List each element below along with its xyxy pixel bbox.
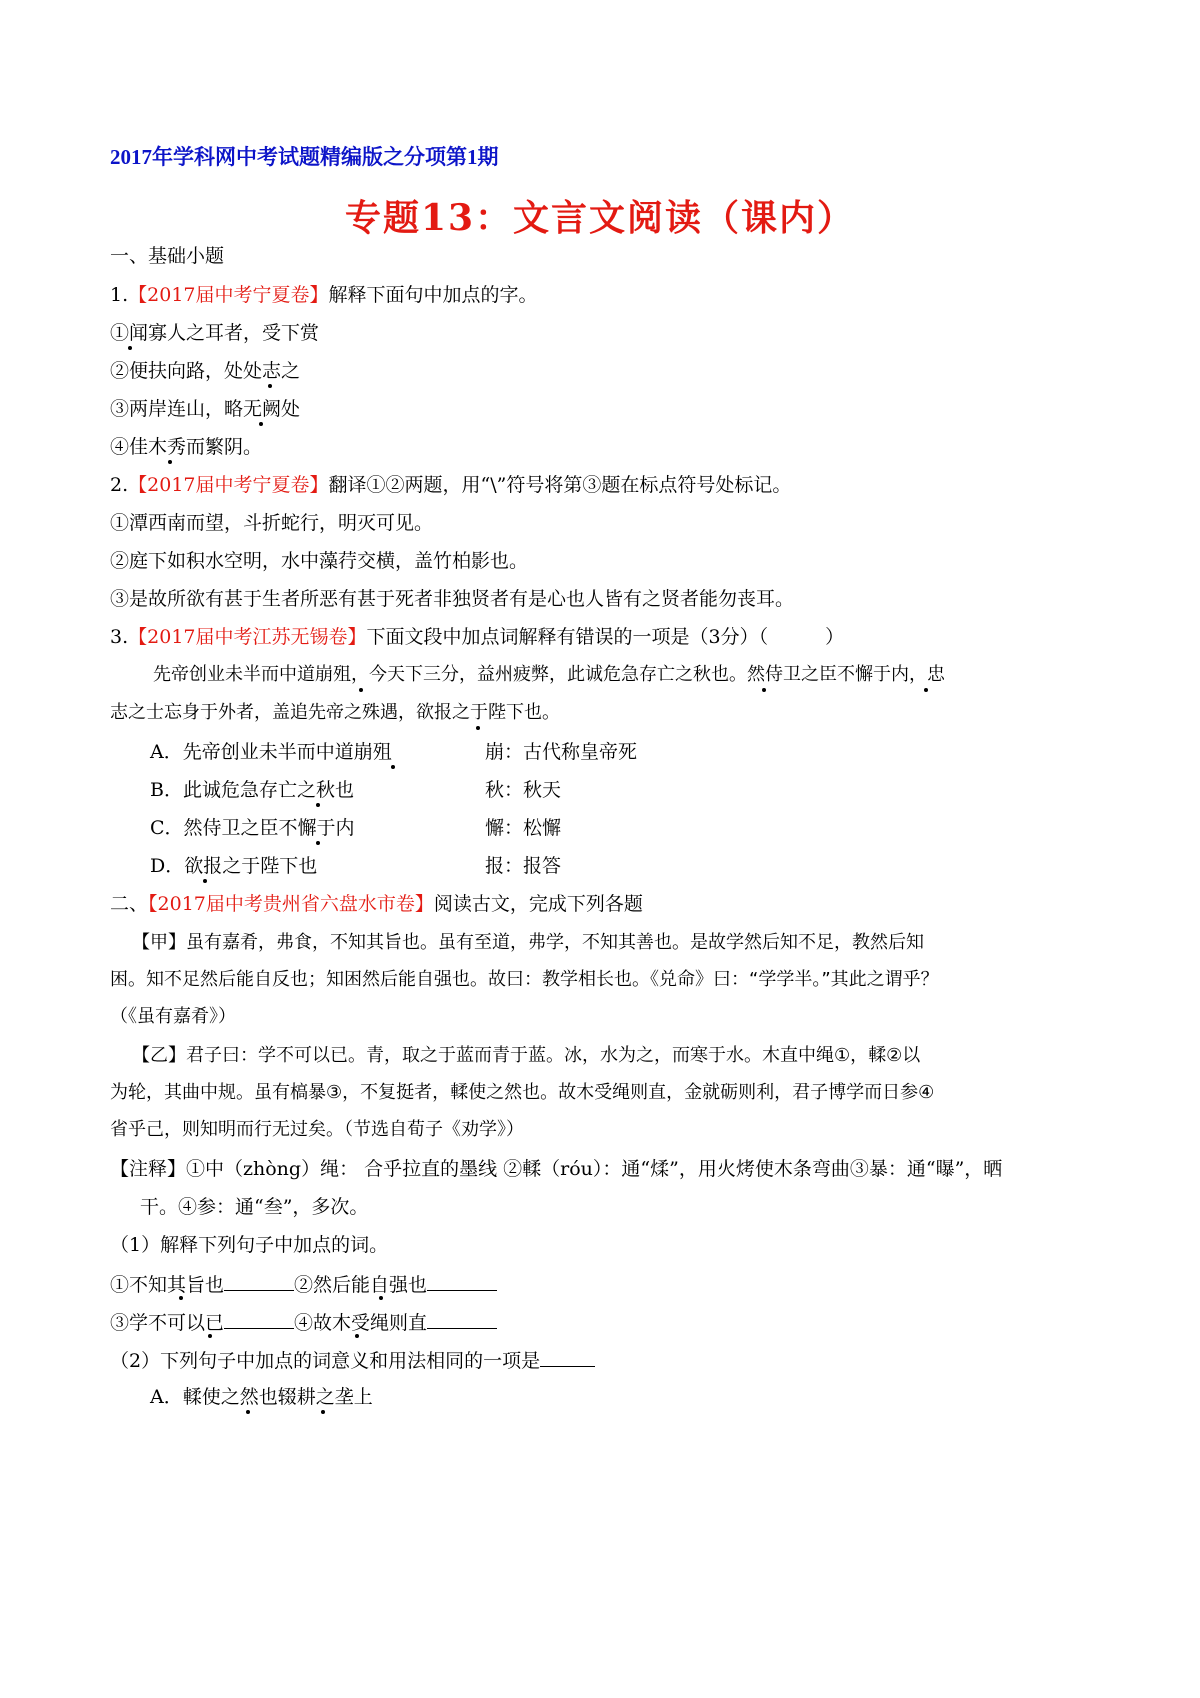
q2-line	[110, 472, 791, 498]
q1-item-2: ②便扶向路，处处志之	[110, 360, 301, 382]
answer-blank[interactable]	[224, 1308, 294, 1329]
option-text: D．欲报之于陛下也	[150, 855, 318, 877]
jia-line-2: 困。知不足然后能自反也；知困然后能自强也。故曰：教学相长也。《兑命》曰：“学学半。”其此之谓乎？	[110, 969, 939, 990]
emphasis-dot	[128, 346, 132, 350]
q3-prompt: 下面文段中加点词解释有错误的一项是（3分）（ ）	[366, 626, 845, 648]
emphasis-dot	[168, 460, 172, 464]
yi-line-3: 省乎己，则知明而行无过矣。（节选自荀子《劝学》）	[110, 1119, 524, 1140]
q3-option-a	[150, 739, 638, 765]
emphasis-dot	[321, 1410, 325, 1414]
q1-source: 【2017届中考宁夏卷】	[128, 284, 329, 306]
q2-source: 【2017届中考宁夏卷】	[128, 474, 329, 496]
section2-prefix: 二、	[110, 893, 149, 915]
q3-passage-line-2: 志之士忘身于外者，盖追先帝之殊遇，欲报之于陛下也。	[110, 702, 560, 723]
emphasis-dot	[924, 688, 928, 692]
sub1-c: ③学不可以已	[110, 1312, 225, 1334]
q2-prompt: 翻译①②两题，用“\”符号将第③题在标点符号处标记。	[328, 474, 792, 496]
option-text: A．先帝创业未半而中道崩殂	[150, 741, 392, 763]
section1-heading: 一、基础小题	[110, 245, 225, 267]
emphasis-dot	[179, 1296, 183, 1300]
sub2-option-a: A．輮使之然也辍耕之垄上	[150, 1386, 373, 1408]
q3-line	[110, 624, 844, 650]
q1-prompt: 解释下面句中加点的字。	[328, 284, 538, 306]
notes-line-1: 【注释】①中（zhòng）绳： 合乎拉直的墨线 ②輮（róu）：通“煣”，用火烤使木条弯曲③暴：通“曝”，晒	[110, 1158, 1003, 1180]
q2-item-2: ②庭下如积水空明，水中藻荇交横，盖竹柏影也。	[110, 550, 529, 572]
q1-item-3: ③两岸连山，略无阙处	[110, 398, 301, 420]
sub1-row-2	[110, 1308, 497, 1336]
option-gloss: 懈：松懈	[485, 817, 562, 839]
yi-line-2: 为轮，其曲中规。虽有槁暴③，不复挺者，輮使之然也。故木受绳则直，金就砺则利，君子博学而日参④	[110, 1082, 935, 1103]
emphasis-dot	[208, 1334, 212, 1338]
emphasis-dot	[762, 688, 766, 692]
emphasis-dot	[316, 803, 320, 807]
sub1-b: ②然后能自强也	[294, 1274, 428, 1296]
sub1-a: ①不知其旨也	[110, 1274, 225, 1296]
sub2-prompt-line	[110, 1346, 595, 1374]
jia-line-3: （《虽有嘉肴》）	[110, 1006, 236, 1027]
yi-line-1: 【乙】君子曰：学不可以已。青，取之于蓝而青于蓝。冰，水为之，而寒于水。木直中绳①，輮②以	[132, 1045, 921, 1066]
emphasis-dot	[476, 726, 480, 730]
option-gloss: 秋：秋天	[485, 779, 562, 801]
option-gloss: 崩：古代称皇帝死	[485, 741, 638, 763]
q2-item-3: ③是故所欲有甚于生者所恶有甚于死者非独贤者有是心也人皆有之贤者能勿丧耳。	[110, 588, 795, 610]
sub2-prompt: （2）下列句子中加点的词意义和用法相同的一项是	[110, 1350, 541, 1372]
emphasis-dot	[379, 1296, 383, 1300]
answer-blank[interactable]	[540, 1346, 595, 1367]
q3-source: 【2017届中考江苏无锡卷】	[128, 626, 367, 648]
notes-line-2: 干。④参：通“叁”，多次。	[140, 1196, 369, 1218]
option-gloss: 报：报答	[485, 855, 562, 877]
q1-item-4: ④佳木秀而繁阴。	[110, 436, 263, 458]
emphasis-dot	[246, 1410, 250, 1414]
emphasis-dot	[355, 1334, 359, 1338]
answer-blank[interactable]	[427, 1308, 497, 1329]
q3-passage-line-1: 先帝创业未半而中道崩殂，今天下三分，益州疲弊，此诚危急存亡之秋也。然侍卫之臣不懈于内，忠	[153, 664, 945, 685]
emphasis-dot	[259, 422, 263, 426]
sub1-row-1	[110, 1270, 497, 1298]
sub1-prompt: （1）解释下列句子中加点的词。	[110, 1234, 389, 1256]
sub1-d: ④故木受绳则直	[294, 1312, 428, 1334]
answer-blank[interactable]	[224, 1270, 294, 1291]
q1-line	[110, 282, 538, 308]
emphasis-dot	[391, 765, 395, 769]
series-header: 2017年学科网中考试题精编版之分项第1期	[110, 145, 499, 169]
q3-num: 3.	[110, 626, 129, 648]
section2-prompt: 阅读古文，完成下列各题	[433, 893, 643, 915]
q3-option-b	[150, 777, 562, 803]
page-title: 专题13：文言文阅读（课内）	[344, 197, 856, 239]
q2-item-1: ①潭西南而望，斗折蛇行，明灭可见。	[110, 512, 434, 534]
emphasis-dot	[203, 879, 207, 883]
q1-item-1: ①闻寡人之耳者，受下赏	[110, 322, 320, 344]
q2-num: 2.	[110, 474, 129, 496]
q1-num: 1.	[110, 284, 129, 306]
option-text: B．此诚危急存亡之秋也	[150, 779, 354, 801]
section2-heading	[110, 891, 643, 917]
q3-option-c	[150, 815, 562, 841]
option-text: C．然侍卫之臣不懈于内	[150, 817, 355, 839]
emphasis-dot	[316, 841, 320, 845]
emphasis-dot	[359, 688, 363, 692]
section2-source: 【2017届中考贵州省六盘水市卷】	[148, 893, 434, 915]
q3-option-d	[150, 853, 562, 879]
emphasis-dot	[268, 384, 272, 388]
jia-line-1: 【甲】虽有嘉肴，弗食，不知其旨也。虽有至道，弗学，不知其善也。是故学然后知不足，教然后知	[132, 932, 924, 953]
answer-blank[interactable]	[427, 1270, 497, 1291]
